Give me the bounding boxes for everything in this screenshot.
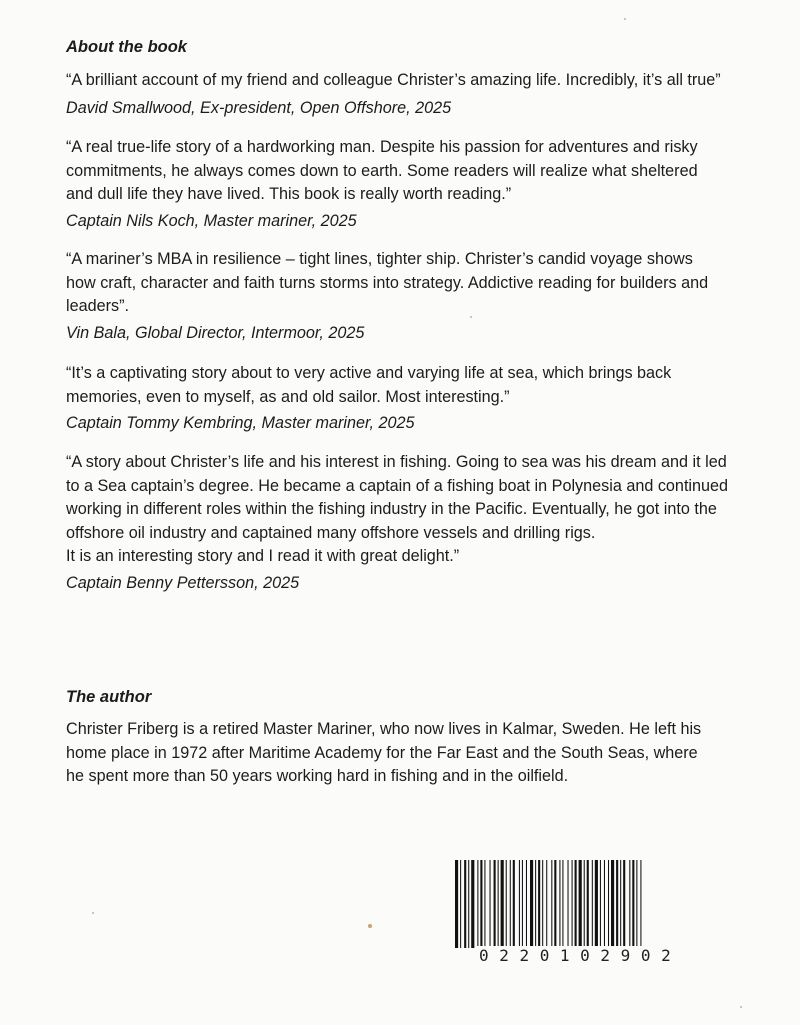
- barcode-bar: [484, 860, 485, 948]
- paper-speck: [470, 316, 472, 318]
- barcode-bar: [542, 860, 543, 948]
- paper-speck: [92, 912, 94, 914]
- review-attribution-4: Captain Tommy Kembring, Master mariner, 2025: [66, 414, 415, 432]
- barcode-bar: [620, 860, 621, 948]
- barcode-bar: [494, 860, 496, 948]
- barcode-bar: [608, 860, 609, 948]
- barcode-bar: [538, 860, 540, 948]
- barcode-bar: [600, 860, 601, 948]
- barcode-bar: [546, 860, 547, 948]
- barcode-bar: [559, 860, 560, 948]
- barcode-bar: [604, 860, 605, 948]
- review-attribution-1: David Smallwood, Ex-president, Open Offshore, 2025: [66, 99, 452, 117]
- barcode-bar: [575, 860, 577, 948]
- barcode-bar: [562, 860, 563, 948]
- author-bio: Christer Friberg is a retired Master Mariner, who now lives in Kalmar, Sweden. He left his home place in 1972 after Maritime Academy for the Far East and the South Seas, where he spent more than 50 years working hard in fishing and in the oilfield.: [66, 720, 702, 786]
- barcode-bar: [477, 860, 478, 948]
- barcode-bar: [468, 860, 469, 948]
- paper-speck: [624, 18, 626, 20]
- review-quote-2: “A real true-life story of a hardworking man. Despite his passion for adventures and risky commitments, he always comes down to earth. Some readers will realize what sheltered and dull life they have lived. This book is really worth reading.”: [66, 138, 698, 204]
- barcode-bar: [506, 860, 507, 948]
- review-quote-5: “A story about Christer’s life and his interest in fishing. Going to sea was his dream and it led to a Sea captain’s degree. He became a captain of a fishing boat in Polynesia and continued working in different roles within the fishing industry in the Pacific. Eventually, he got into the offshore oil industry and captained many offshore vessels and drilling rigs. It is an interesting story and I read it with great delight.”: [66, 453, 729, 566]
- barcode-bar: [640, 860, 641, 948]
- barcode-bars: [455, 860, 733, 948]
- barcode-bar: [526, 860, 527, 948]
- barcode-bar: [572, 860, 573, 948]
- barcode-bar: [510, 860, 511, 948]
- the-author-heading: The author: [66, 688, 152, 706]
- barcode-bar: [513, 860, 515, 948]
- barcode-digits: 0220102902: [477, 946, 729, 966]
- review-quote-1: “A brilliant account of my friend and colleague Christer’s amazing life. Incredibly, it’s all true”: [66, 71, 721, 89]
- review-attribution-5: Captain Benny Pettersson, 2025: [66, 574, 300, 592]
- barcode-bar: [460, 860, 461, 948]
- barcode-bar: [519, 860, 520, 948]
- barcode-bar: [554, 860, 556, 948]
- barcode-bar: [455, 860, 458, 948]
- barcode-bar: [584, 860, 585, 948]
- barcode-bar: [611, 860, 614, 948]
- barcode-bar: [636, 860, 637, 948]
- barcode-bar: [471, 860, 474, 948]
- paper-speck: [368, 924, 372, 928]
- paper-speck: [740, 1006, 742, 1008]
- barcode-bar: [632, 860, 634, 948]
- barcode-bar: [464, 860, 466, 948]
- barcode-bar: [530, 860, 533, 948]
- barcode-bar: [522, 860, 523, 948]
- review-quote-4: “It’s a captivating story about to very active and varying life at sea, which brings back memories, even to myself, as and old sailor. Most interesting.”: [66, 364, 672, 406]
- barcode-bar: [498, 860, 499, 948]
- barcode-bar: [616, 860, 618, 948]
- barcode-bar: [480, 860, 482, 948]
- about-the-book-heading: About the book: [66, 38, 187, 56]
- barcode: [455, 860, 733, 968]
- review-attribution-2: Captain Nils Koch, Master mariner, 2025: [66, 212, 357, 230]
- review-quote-3: “A mariner’s MBA in resilience – tight lines, tighter ship. Christer’s candid voyage shows how craft, character and faith turns storms into strategy. Addictive reading for builders and leaders”.: [66, 250, 709, 316]
- barcode-bar: [592, 860, 593, 948]
- barcode-bar: [501, 860, 504, 948]
- barcode-bar: [629, 860, 630, 948]
- barcode-bar: [579, 860, 582, 948]
- barcode-bar: [535, 860, 536, 948]
- barcode-bar: [551, 860, 552, 948]
- barcode-bar: [490, 860, 491, 948]
- barcode-bar: [587, 860, 589, 948]
- barcode-bar: [595, 860, 598, 948]
- barcode-bar: [623, 860, 625, 948]
- barcode-bar: [568, 860, 569, 948]
- review-attribution-3: Vin Bala, Global Director, Intermoor, 2025: [66, 324, 365, 342]
